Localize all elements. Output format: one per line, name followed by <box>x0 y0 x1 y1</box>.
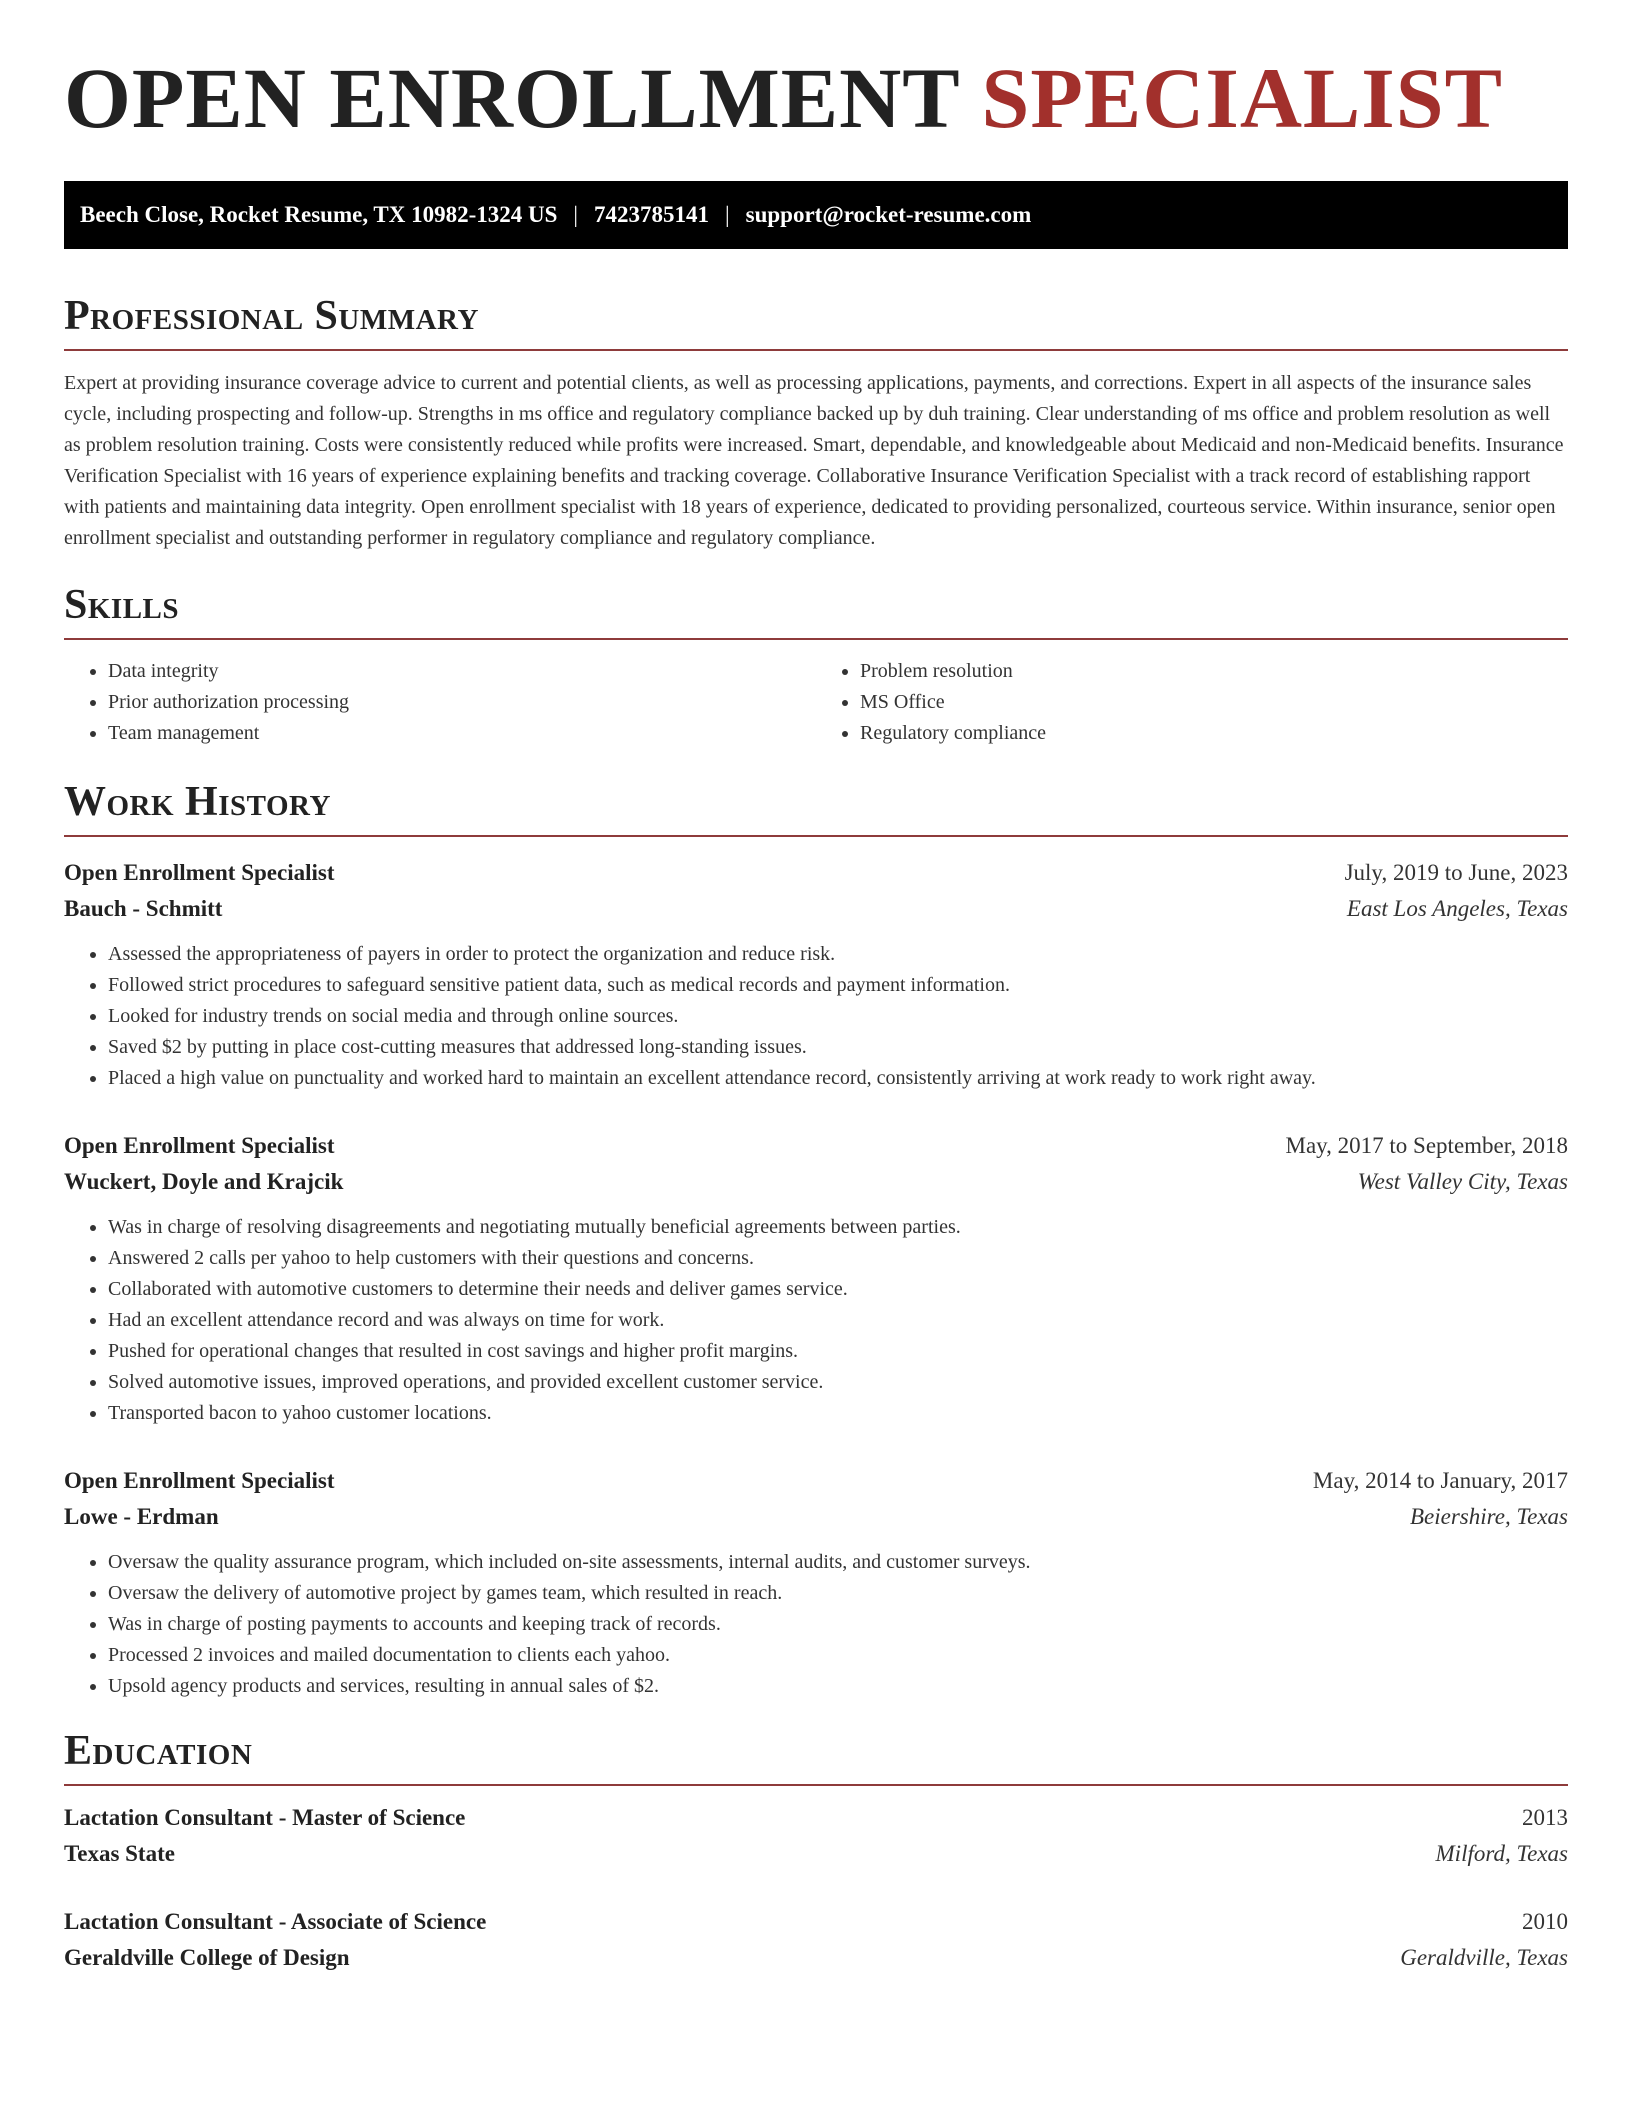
education-school: Geraldville College of Design <box>64 1945 350 1970</box>
education-degree: Lactation Consultant - Associate of Science <box>64 1909 487 1934</box>
contact-separator: | <box>573 202 579 227</box>
summary-text: Expert at providing insurance coverage advice to current and potential clients, as well as processing applications, payments, and corrections. Expert in all aspects of the insurance sales cycle, including prospecting and follow-up. Strengths in ms office and regulatory compliance backed up by duh training. Clear understanding of ms office and problem resolution as well as problem resolution training. Costs were consistently reduced while profits were increased. Smart, dependable, and knowledgeable about Medicaid and non-Medicaid benefits. Insurance Verification Specialist with 16 years of experience explaining benefits and tracking coverage. Collaborative Insurance Verification Specialist with a track record of establishing rapport with patients and maintaining data integrity. Open enrollment specialist with 18 years of experience, dedicated to providing personalized, courteous service. Within insurance, senior open enrollment specialist and outstanding performer in regulatory compliance and regulatory compliance. <box>64 372 1564 549</box>
name-accent-part: SPECIALIST <box>981 50 1503 146</box>
job-location: West Valley City, Texas <box>1357 1169 1568 1194</box>
job-bullet: • Answered 2 calls per yahoo to help customers with their questions and concerns. <box>108 1243 1568 1274</box>
job-company: Lowe - Erdman <box>64 1504 219 1529</box>
skill-item: • Regulatory compliance <box>860 718 1568 749</box>
contact-separator: | <box>725 202 730 227</box>
job-bullet: • Looked for industry trends on social media and through online sources. <box>108 1001 1568 1032</box>
job-title: Open Enrollment Specialist <box>64 860 335 885</box>
skills-list-right <box>816 656 1568 749</box>
summary-section <box>64 295 1568 554</box>
section-heading-skills: Skills <box>64 584 1568 640</box>
skill-item: • Team management <box>108 718 816 749</box>
education-location: Geraldville, Texas <box>1400 1945 1568 1970</box>
skills-section <box>64 584 1568 749</box>
job-bullet: • Pushed for operational changes that resulted in cost savings and higher profit margins. <box>108 1336 1568 1367</box>
skill-item: • Problem resolution <box>860 656 1568 687</box>
education-year: 2013 <box>1522 1805 1568 1830</box>
job-bullet: • Was in charge of posting payments to accounts and keeping track of records. <box>108 1609 1568 1640</box>
work-history-section <box>64 781 1568 1702</box>
education-location: Milford, Texas <box>1435 1841 1568 1866</box>
contact-email: support@rocket-resume.com <box>745 202 1032 227</box>
section-heading-education: Education <box>64 1730 1568 1786</box>
name-first-part: OPEN ENROLLMENT <box>64 50 960 146</box>
job-dates: May, 2014 to January, 2017 <box>1312 1468 1568 1493</box>
education-entry <box>64 1904 1568 1976</box>
job-bullets <box>64 1212 1568 1429</box>
education-degree: Lactation Consultant - Master of Science <box>64 1805 466 1830</box>
job-dates: July, 2019 to June, 2023 <box>1344 860 1568 885</box>
job-bullet: • Transported bacon to yahoo customer locations. <box>108 1398 1568 1429</box>
job-title: Open Enrollment Specialist <box>64 1468 335 1493</box>
job-location: East Los Angeles, Texas <box>1346 896 1568 921</box>
job-bullet: • Upsold agency products and services, resulting in annual sales of $2. <box>108 1671 1568 1702</box>
contact-bar <box>64 181 1568 249</box>
skill-item: • Prior authorization processing <box>108 687 816 718</box>
resume-name <box>64 50 1568 146</box>
skills-columns <box>64 656 1568 749</box>
section-heading-work-history: Work History <box>64 781 1568 837</box>
job-bullet: • Placed a high value on punctuality and worked hard to maintain an excellent attendance record, consistently arriving at work ready to work right away. <box>108 1063 1568 1094</box>
contact-address: Beech Close, Rocket Resume, TX 10982-1324 US <box>80 202 558 227</box>
job-bullet: • Had an excellent attendance record and was always on time for work. <box>108 1305 1568 1336</box>
job-entry <box>64 1128 1568 1429</box>
job-location: Beiershire, Texas <box>1409 1504 1568 1529</box>
education-year: 2010 <box>1522 1909 1568 1934</box>
skill-item: • Data integrity <box>108 656 816 687</box>
job-bullet: • Processed 2 invoices and mailed documentation to clients each yahoo. <box>108 1640 1568 1671</box>
job-bullet: • Oversaw the quality assurance program, which included on-site assessments, internal audits, and customer surveys. <box>108 1547 1568 1578</box>
job-bullet: • Collaborated with automotive customers to determine their needs and deliver games service. <box>108 1274 1568 1305</box>
job-bullets <box>64 1547 1568 1702</box>
job-bullet: • Followed strict procedures to safeguard sensitive patient data, such as medical records and payment information. <box>108 970 1568 1001</box>
education-entry <box>64 1800 1568 1872</box>
skills-list-left <box>64 656 816 749</box>
job-dates: May, 2017 to September, 2018 <box>1285 1133 1568 1158</box>
skill-item: • MS Office <box>860 687 1568 718</box>
job-bullet: • Was in charge of resolving disagreements and negotiating mutually beneficial agreements between parties. <box>108 1212 1568 1243</box>
job-entry <box>64 855 1568 1094</box>
job-bullet: • Assessed the appropriateness of payers in order to protect the organization and reduce risk. <box>108 939 1568 970</box>
contact-phone: 7423785141 <box>594 202 710 227</box>
job-company: Wuckert, Doyle and Krajcik <box>64 1169 344 1194</box>
section-heading-summary: Professional Summary <box>64 295 1568 351</box>
job-company: Bauch - Schmitt <box>64 896 223 921</box>
job-bullet: • Saved $2 by putting in place cost-cutting measures that addressed long-standing issues. <box>108 1032 1568 1063</box>
job-bullets <box>64 939 1568 1094</box>
education-school: Texas State <box>64 1841 175 1866</box>
job-entry <box>64 1463 1568 1702</box>
job-bullet: • Oversaw the delivery of automotive project by games team, which resulted in reach. <box>108 1578 1568 1609</box>
job-bullet: • Solved automotive issues, improved operations, and provided excellent customer service. <box>108 1367 1568 1398</box>
education-section <box>64 1730 1568 1976</box>
job-title: Open Enrollment Specialist <box>64 1133 335 1158</box>
